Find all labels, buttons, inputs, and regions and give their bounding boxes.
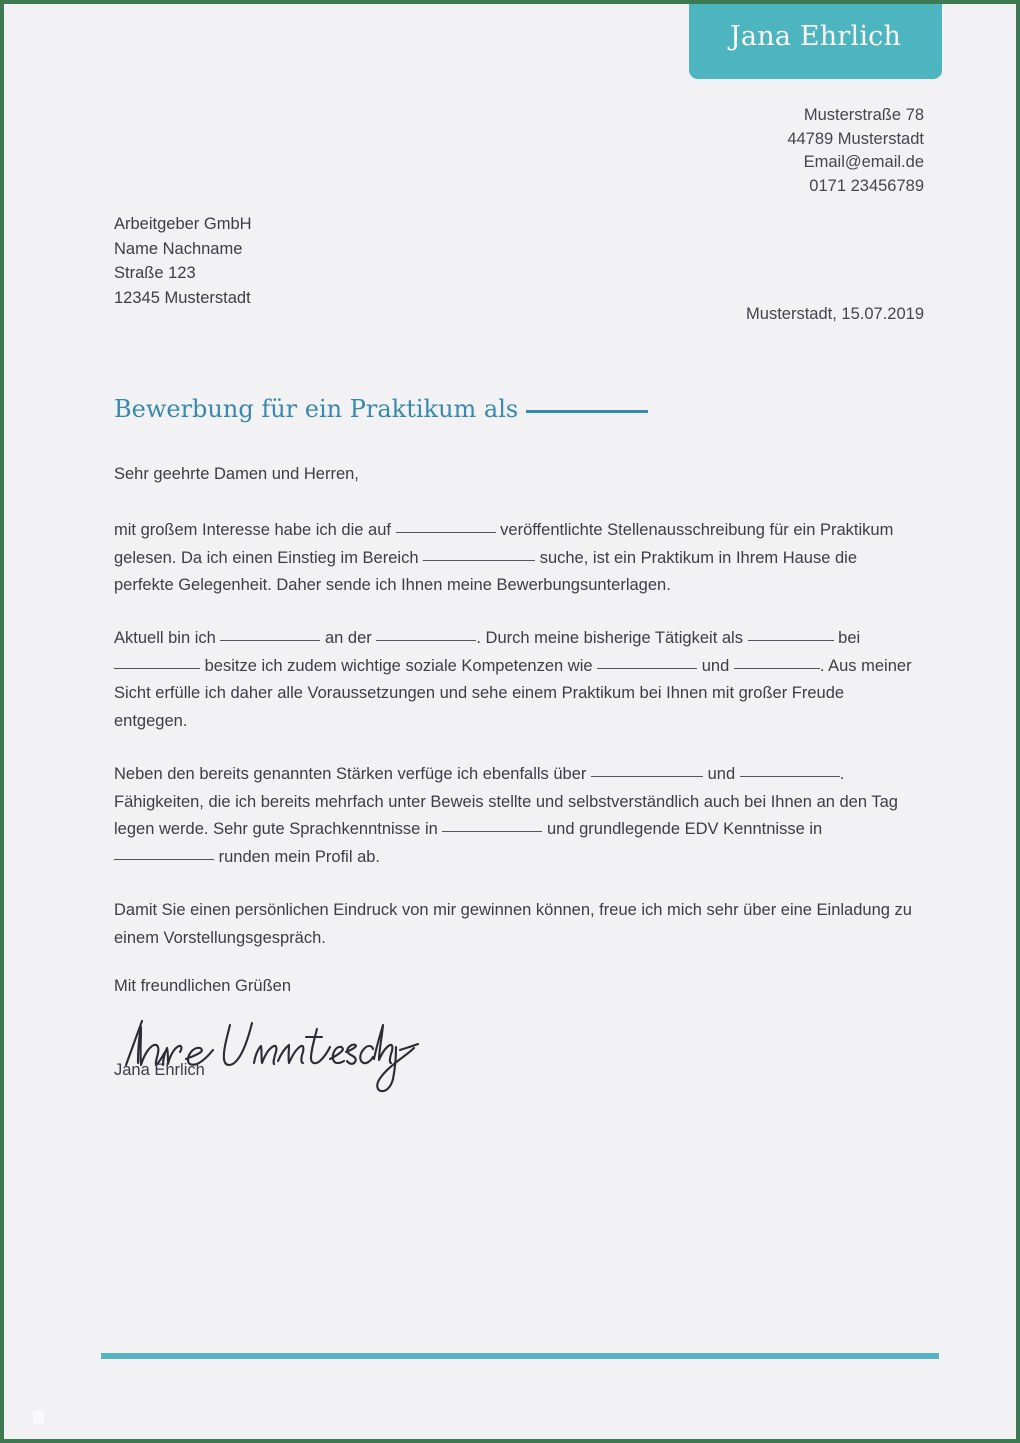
sender-email: Email@email.de (803, 153, 924, 171)
blank-field-previous-employer (114, 668, 200, 669)
recipient-street: Straße 123 (114, 264, 196, 282)
name-banner (689, 0, 942, 79)
para2-segment-7: . Aus meiner Sicht erfülle ich daher alle Voraussetzungen und sehe einem Praktikum bei Ihnen mit großer Freude entgegen. (114, 656, 912, 730)
closing-greeting: Mit freundlichen Grüßen (114, 977, 291, 995)
blank-field-software (114, 859, 214, 860)
sender-city: 44789 Musterstadt (787, 129, 924, 148)
blank-field-strength-1 (591, 776, 703, 777)
subject-blank-field (526, 410, 648, 413)
recipient-contact-name: Name Nachname (114, 239, 243, 258)
recipient-company: Arbeitgeber GmbH (114, 215, 252, 233)
footer-rule (101, 1353, 939, 1359)
para3-segment-1: Neben den bereits genannten Stärken verfüge ich ebenfalls über (114, 765, 587, 783)
para3-segment-4: und grundlegende EDV Kenntnisse in (546, 820, 823, 838)
paragraph-intro (114, 517, 914, 600)
blank-field-job-source (396, 532, 496, 533)
subject-heading (114, 395, 648, 423)
subject-text: Bewerbung für ein Praktikum als (114, 395, 519, 423)
blank-field-current-role (220, 640, 320, 641)
signature-typed-name: Jana Ehrlich (114, 1061, 205, 1079)
sender-name: Jana Ehrlich (729, 21, 902, 52)
blank-field-skill-1 (597, 668, 697, 669)
recipient-address-block (114, 212, 252, 310)
blank-field-previous-role (748, 640, 834, 641)
para1-segment-3: suche, ist ein Praktikum in Ihrem Hause die perfekte Gelegenheit. Daher sende ich Ihnen meine Bewerbungsunterlagen. (114, 548, 858, 594)
recipient-city: 12345 Musterstadt (114, 288, 251, 307)
para2-segment-4: bei (838, 629, 861, 647)
para3-segment-3: . Fähigkeiten, die ich bereits mehrfach unter Beweis stellte und selbstverständlich auch bei Ihnen an den Tag legen werde. Sehr gute Sprachkenntnisse in (114, 765, 898, 838)
sender-contact-block (524, 104, 924, 198)
blank-field-field-of-work (423, 560, 535, 561)
para1-segment-2: veröffentlichte Stellenausschreibung für ein Praktikum gelesen. Da ich einen Einstieg im Bereich (114, 521, 894, 567)
sender-street: Musterstraße 78 (803, 106, 924, 124)
sender-phone: 0171 23456789 (809, 176, 924, 195)
blank-field-strength-2 (740, 776, 840, 777)
para2-segment-5: besitze ich zudem wichtige soziale Kompetenzen wie (204, 656, 593, 675)
paragraph-current-situation (114, 625, 914, 735)
para2-segment-3: . Durch meine bisherige Tätigkeit als (476, 629, 743, 647)
handwritten-signature-icon (108, 1007, 428, 1095)
date-line: Musterstadt, 15.07.2019 (746, 305, 924, 323)
para2-segment-2: an der (325, 629, 372, 647)
paragraph-interview-request: Damit Sie einen persönlichen Eindruck von mir gewinnen können, freue ich mich sehr über eine Einladung zu einem Vorstellungsgespräch. (114, 901, 912, 947)
para2-segment-1: Aktuell bin ich (114, 629, 216, 647)
blank-field-skill-2 (734, 668, 820, 669)
signature-image (108, 1007, 428, 1095)
para3-segment-5: runden mein Profil ab. (218, 847, 381, 866)
para3-segment-2: und (707, 765, 736, 783)
blank-field-institution (376, 640, 476, 641)
para1-segment-1: mit großem Interesse habe ich die auf (114, 521, 391, 539)
paragraph-strengths (114, 761, 914, 871)
blank-field-language (442, 831, 542, 832)
scan-artifact (33, 1411, 44, 1424)
para2-segment-6: und (701, 656, 730, 675)
salutation: Sehr geehrte Damen und Herren, (114, 465, 359, 483)
